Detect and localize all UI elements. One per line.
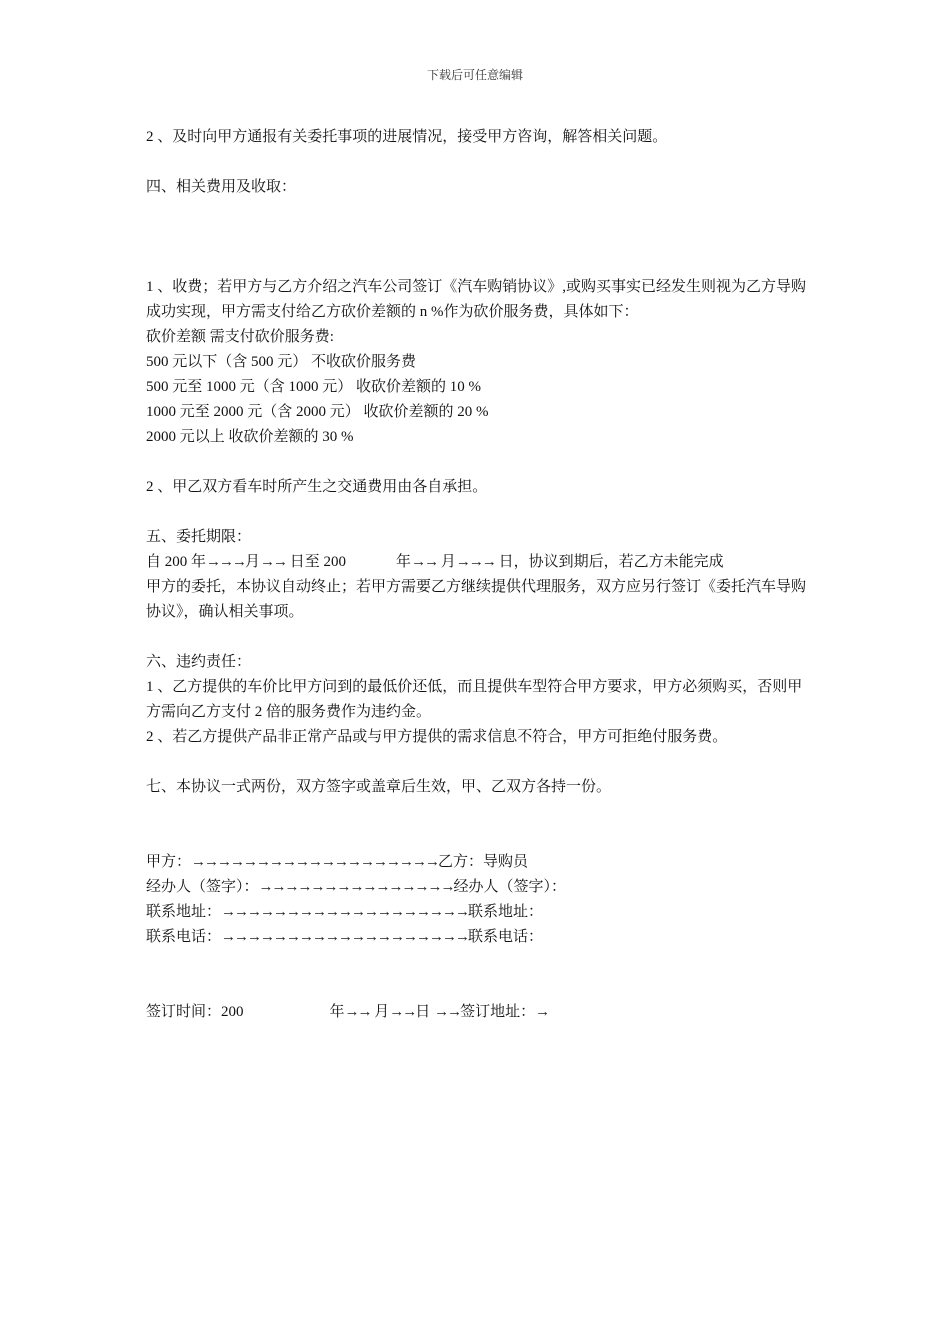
fee-row: 500 元至 1000 元（含 1000 元） 收砍价差额的 10 % [146,379,481,395]
blank-arrows: →→→→→→→→→→→→→→→→→→→ [221,904,469,920]
blank-arrows: → [535,1004,549,1020]
sign-date-line: 签订时间：200 年→→ 月→→日 →→签订地址：→ [146,1004,549,1020]
blank-arrows: →→ [434,1004,461,1020]
breach-item-1: 1 、乙方提供的车价比甲方问到的最低价还低，而且提供车型符合甲方要求，甲方必须购买，否则甲方需向乙方支付 2 倍的服务费作为违约金。 [146,679,803,720]
fee-row: 2000 元以上 收砍价差额的 30 % [146,429,354,445]
blank-arrows: →→→→→→→→→→→→→→→→→→→ [221,929,469,945]
section7-paragraph: 七、本协议一式两份，双方签字或盖章后生效，甲、乙双方各持一份。 [146,779,612,795]
blank-arrows: →→ [260,554,287,570]
blank-arrows: →→→ [455,554,495,570]
section5-title: 五、委托期限： [146,529,252,545]
fee-paragraph: 1 、收费；若甲方与乙方介绍之汽车公司签订《汽车购销协议》,或购买事实已经发生则视为乙方导购成功实现，甲方需支付给乙方砍价差额的 n %作为砍价服务费，具体如下： [146,279,807,320]
signature-row: 联系电话：→→→→→→→→→→→→→→→→→→→联系电话： [146,929,544,945]
fee-row: 1000 元至 2000 元（含 2000 元） 收砍价差额的 20 % [146,404,489,420]
term-line: 自 200 年→→→月→→ 日至 200 年→→ 月→→→ 日，协议到期后，若乙方未能完成 [146,554,724,570]
signature-row: 甲方：→→→→→→→→→→→→→→→→→→→乙方：导购员 [146,854,529,870]
blank-arrows: →→ [389,1004,416,1020]
blank-arrows: →→→→→→→→→→→→→→→ [258,879,454,895]
signature-row: 经办人（签字）：→→→→→→→→→→→→→→→经办人（签字）： [146,879,567,895]
document-body [146,125,810,1025]
blank-arrows: →→ [344,1004,371,1020]
blank-arrows: →→→ [206,554,246,570]
signature-block [146,850,810,950]
breach-item-2: 2 、若乙方提供产品非正常产品或与甲方提供的需求信息不符合，甲方可拒绝付服务费。 [146,729,728,745]
fee-table [146,325,810,450]
section4-title: 四、相关费用及收取： [146,179,297,195]
page-header: 下载后可任意编辑 [426,68,523,82]
signature-row: 联系地址：→→→→→→→→→→→→→→→→→→→联系地址： [146,904,544,920]
report-paragraph: 2 、及时向甲方通报有关委托事项的进展情况，接受甲方咨询，解答相关问题。 [146,129,668,145]
fee-row: 500 元以下（含 500 元） 不收砍价服务费 [146,354,417,370]
fee-row: 砍价差额 需支付砍价服务费: [146,329,334,345]
blank-arrows: →→ [411,554,438,570]
blank-arrows: →→→→→→→→→→→→→→→→→→→ [191,854,439,870]
term-rest: 甲方的委托，本协议自动终止；若甲方需要乙方继续提供代理服务，双方应另行签订《委托汽车导购协议》，确认相关事项。 [146,579,807,620]
section6-title: 六、违约责任： [146,654,252,670]
traffic-paragraph: 2 、甲乙双方看车时所产生之交通费用由各自承担。 [146,479,488,495]
